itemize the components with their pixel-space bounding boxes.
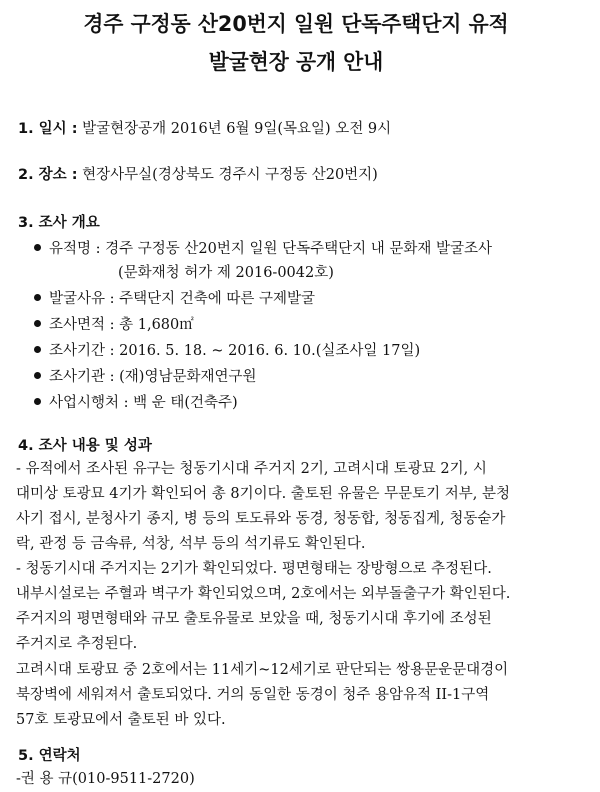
- overview-item-text: 발굴사유 : 주택단지 건축에 따른 구제발굴: [49, 291, 316, 307]
- results-line: 락, 관정 등 금속류, 석창, 석부 등의 석기류도 확인된다.: [16, 536, 366, 552]
- section-2-heading: 2. 장소 :: [18, 167, 78, 183]
- overview-item-permit: (문화재청 허가 제 2016-0042호): [118, 265, 334, 281]
- section-2-text: 현장사무실(경상북도 경주시 구정동 산20번지): [82, 167, 378, 183]
- section-1-date: [18, 117, 391, 138]
- bullet-icon: [34, 320, 41, 327]
- overview-item-site-name: [34, 237, 492, 258]
- title-line-1: 경주 구정동 산20번지 일원 단독주택단지 유적: [83, 12, 509, 36]
- bullet-icon: [34, 294, 41, 301]
- contact-person: -권 용 규(010-9511-2720): [16, 771, 195, 787]
- section-3-heading: 3. 조사 개요: [18, 215, 100, 231]
- results-line: - 청동기시대 주거지는 2기가 확인되었다. 평면형태는 장방형으로 추정된다.: [16, 561, 492, 577]
- section-4-heading: 4. 조사 내용 및 성과: [18, 438, 152, 454]
- overview-item-text: 조사면적 : 총 1,680㎡: [49, 317, 194, 333]
- bullet-icon: [34, 346, 41, 353]
- title-line-2: 발굴현장 공개 안내: [208, 50, 384, 74]
- results-line: 북장벽에 세워져서 출토되었다. 거의 동일한 동경이 청주 용암유적 II-1구역: [16, 687, 490, 703]
- results-line: 주거지로 추정된다.: [16, 636, 138, 652]
- overview-item-reason: [34, 287, 315, 308]
- results-line: 주거지의 평면형태와 규모 출토유물로 보았을 때, 청동기시대 후기에 조성된: [16, 611, 492, 627]
- bullet-icon: [34, 398, 41, 405]
- section-5-heading: 5. 연락처: [18, 748, 81, 764]
- overview-item-contractor: [34, 391, 238, 412]
- results-line: 사기 접시, 분청사기 종지, 병 등의 토도류와 동경, 청동합, 청동집게, 청동숟가: [16, 511, 506, 527]
- results-line: - 유적에서 조사된 유구는 청동기시대 주거지 2기, 고려시대 토광묘 2기, 시: [16, 461, 487, 477]
- results-line: 내부시설로는 주혈과 벽구가 확인되었으며, 2호에서는 외부돌출구가 확인된다.: [16, 586, 511, 602]
- results-line: 대미상 토광묘 4기가 확인되어 총 8기이다. 출토된 유물은 무문토기 저부, 분청: [16, 486, 510, 502]
- section-2-place: [18, 163, 378, 184]
- section-1-heading: 1. 일시 :: [18, 121, 78, 137]
- overview-item-text: 조사기관 : (재)영남문화재연구원: [49, 369, 257, 385]
- results-line: 고려시대 토광묘 중 2호에서는 11세기~12세기로 판단되는 쌍용문운문대경이: [16, 662, 509, 678]
- overview-item-period: [34, 339, 420, 360]
- section-1-text: 발굴현장공개 2016년 6월 9일(목요일) 오전 9시: [82, 121, 392, 137]
- results-line: 57호 토광묘에서 출토된 바 있다.: [16, 712, 226, 728]
- overview-item-text: 사업시행처 : 백 운 태(건축주): [49, 395, 238, 411]
- overview-item-text: 유적명 : 경주 구정동 산20번지 일원 단독주택단지 내 문화재 발굴조사: [49, 241, 493, 257]
- overview-item-text: 조사기간 : 2016. 5. 18. ~ 2016. 6. 10.(실조사일 17일): [49, 343, 421, 359]
- bullet-icon: [34, 244, 41, 251]
- bullet-icon: [34, 372, 41, 379]
- overview-item-area: [34, 313, 194, 334]
- overview-item-institution: [34, 365, 257, 386]
